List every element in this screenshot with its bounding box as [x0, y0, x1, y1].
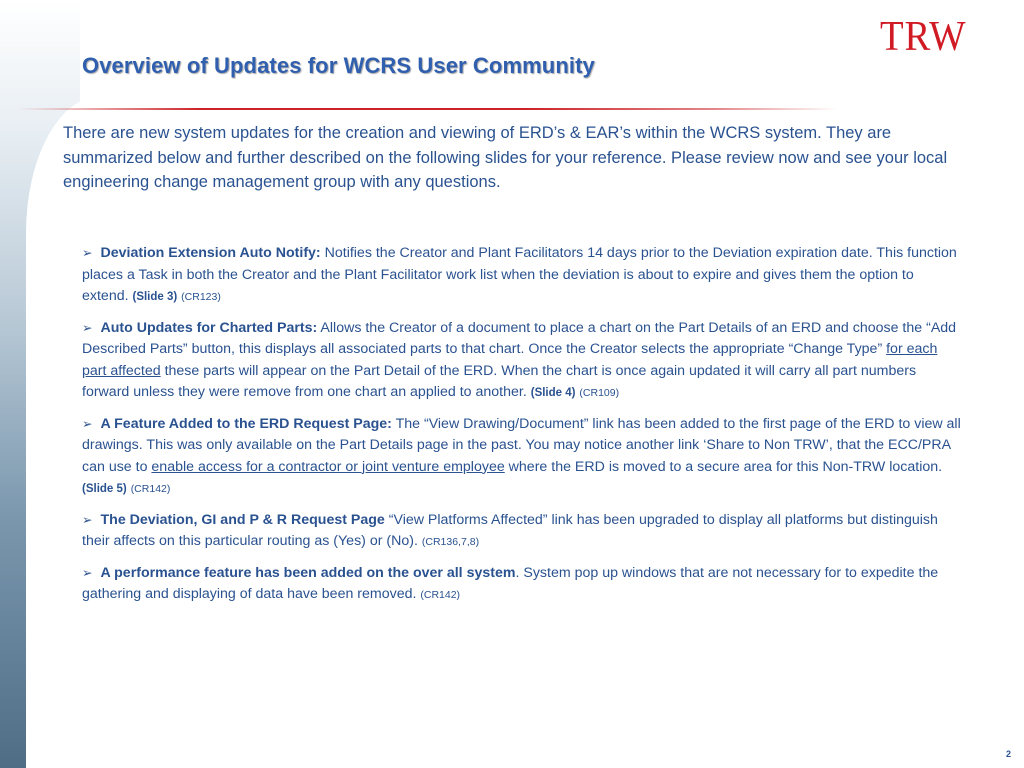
bullet-heading: The Deviation, GI and P & R Request Page [100, 511, 385, 528]
update-bullet-list [82, 243, 962, 616]
bullet-performance-feature [82, 563, 962, 607]
bullet-text: “View Platforms Affected” link has been upgraded to display all platforms but distinguish their affects on this particular routing as (Yes) or (No). [82, 511, 938, 549]
bullet-text: . System pop up windows that are not necessary for to expedite the gathering and displaying of data have been removed. [82, 564, 939, 602]
arrow-bullet-icon: ➢ [82, 565, 93, 580]
bullet-text-continued: these parts will appear on the Part Detail of the ERD. When the chart is once again updated it will carry all part numbers forward unless they were remove from one chart an applied to another. [82, 362, 917, 400]
underlined-text: for each part affected [82, 341, 938, 379]
cr-reference: (CR123) [181, 291, 221, 303]
bullet-text-continued: where the ERD is moved to a secure area for this Non-TRW location. [504, 458, 943, 475]
title-divider [18, 108, 838, 110]
arrow-bullet-icon: ➢ [82, 320, 93, 335]
bullet-erd-request-page [82, 414, 962, 501]
bullet-heading: Auto Updates for Charted Parts: [100, 319, 318, 336]
intro-paragraph: There are new system updates for the creation and viewing of ERD’s & EAR’s within the WCRS system. They are summarized below and further described on the following slides for your reference. Please review now and see your local engineering change management group with any questions. [63, 124, 948, 191]
cr-reference: (CR142) [420, 589, 461, 601]
bullet-heading: A Feature Added to the ERD Request Page: [100, 415, 392, 432]
page-number: 2 [1006, 749, 1012, 759]
arrow-bullet-icon: ➢ [82, 512, 93, 527]
cr-reference: (CR136,7,8) [421, 536, 480, 548]
bullet-text: Notifies the Creator and Plant Facilitators 14 days prior to the Deviation expiration date. This function places a Task in both the Creator and the Plant Facilitator work list when the deviation is about to expire and gives them the option to extend. [82, 245, 957, 304]
arrow-bullet-icon: ➢ [82, 416, 93, 431]
underlined-text: enable access for a contractor or joint venture employee [151, 458, 505, 475]
slide-reference: (Slide 5) [82, 483, 127, 495]
slide-reference: (Slide 3) [132, 291, 178, 303]
bullet-heading: A performance feature has been added on the over all system [100, 564, 516, 581]
bullet-deviation-gi-pr [82, 510, 962, 554]
arrow-bullet-icon: ➢ [82, 246, 93, 260]
bullet-heading: Deviation Extension Auto Notify: [100, 245, 321, 261]
bullet-text: Allows the Creator of a document to place a chart on the Part Details of an ERD and choose the “Add Described Parts” button, this displays all associated parts to that chart. Once the Creator selects the appropriate “Change Type” [82, 319, 957, 357]
slide-title: Overview of Updates for WCRS User Community [82, 53, 595, 78]
bullet-charted-parts [82, 318, 962, 405]
bullet-text: The “View Drawing/Document” link has been added to the first page of the ERD to view all drawings. This was only available on the Part Details page in the past. You may notice another link ‘Share to Non TRW’, that the ECC/PRA can use to [82, 415, 961, 475]
cr-reference: (CR142) [130, 483, 171, 495]
bullet-deviation-extension [82, 243, 962, 309]
trw-logo: TRW [880, 14, 967, 60]
cr-reference: (CR109) [579, 387, 620, 399]
slide-reference: (Slide 4) [530, 387, 576, 399]
